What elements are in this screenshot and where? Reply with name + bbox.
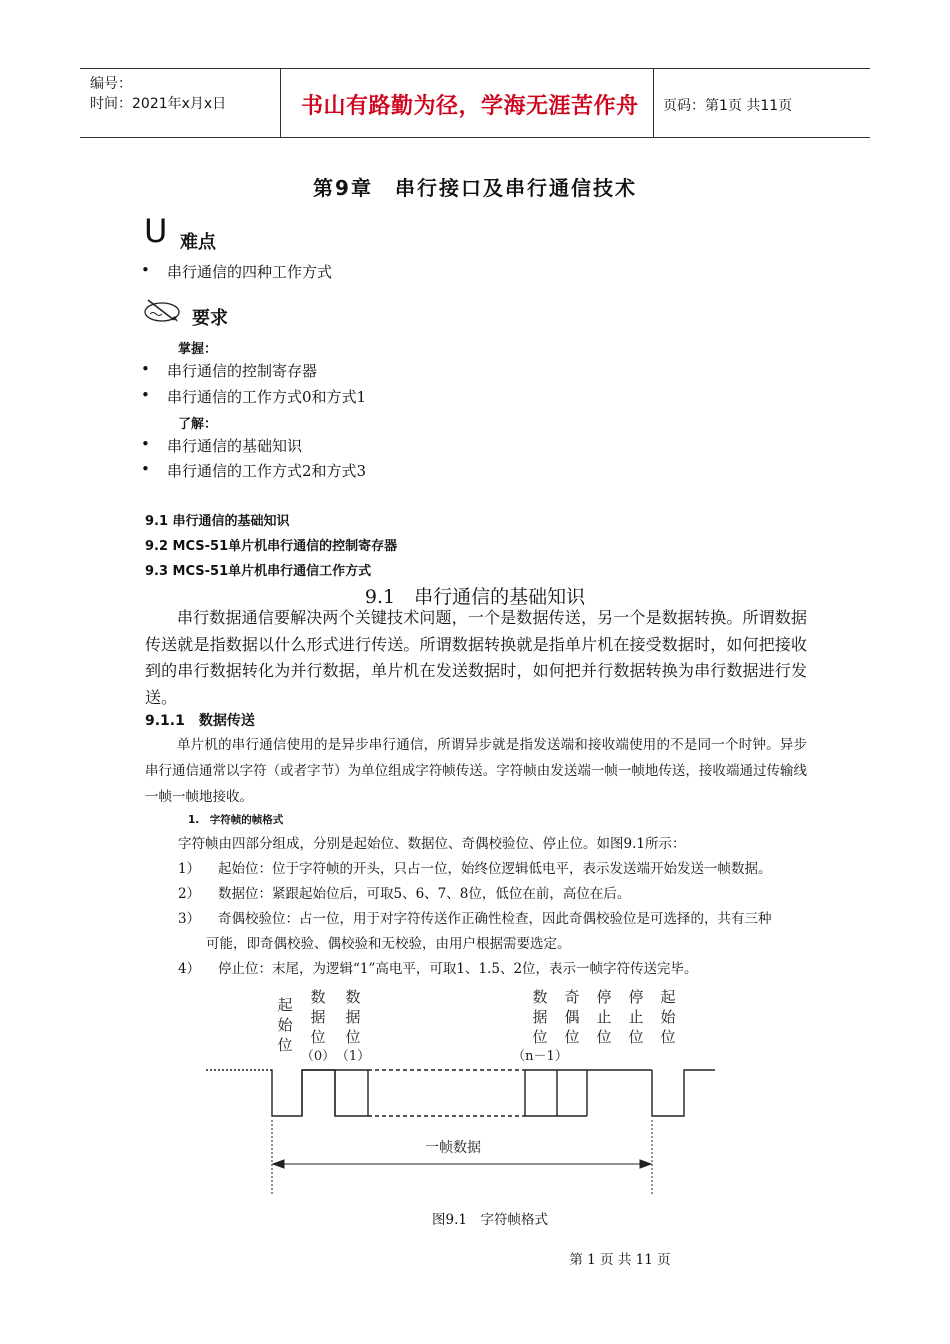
difficulty-icon: U — [144, 212, 168, 250]
section-title: 9.1 串行通信的基础知识 — [364, 586, 586, 608]
difficulty-heading: 难点 — [180, 232, 216, 253]
frame-extent — [272, 1120, 652, 1194]
label-data-bit-0 — [301, 988, 335, 1064]
motto: 书山有路勤为径，学海无涯苦作舟 — [301, 94, 639, 119]
svg-text:（1）: （1） — [335, 1049, 371, 1064]
svg-text:位: 位 — [564, 1028, 580, 1046]
frame-item-num: 1） — [178, 861, 201, 877]
svg-text:偶: 偶 — [564, 1008, 580, 1026]
time-label: 时间：2021年x月x日 — [90, 96, 227, 112]
page-header — [80, 68, 870, 138]
svg-text:据: 据 — [345, 1008, 361, 1026]
toc-item[interactable]: 9.1 串行通信的基础知识 — [145, 514, 290, 529]
label-parity-bit — [564, 988, 579, 1046]
understand-label: 了解： — [178, 417, 218, 432]
label-stop-bit-2 — [628, 988, 643, 1046]
svg-text:位: 位 — [310, 1028, 326, 1046]
frame-item-text: 奇偶校验位：占一位，用于对字符传送作正确性检查，因此奇偶校验位是可选择的，共有三种 — [218, 911, 772, 927]
section-intro: 串行数据通信要解决两个关键技术问题，一个是数据传送，另一个是数据转换。所谓数据传送就是指数据以什么形式进行传送。所谓数据转换就是指单片机在接受数据时，如何把接收到的串行数据转化为并行数据，单片机在发送数据时，如何把并行数据转换为串行数据进行发送。 — [145, 608, 807, 707]
pencil-writing-icon — [142, 296, 182, 324]
svg-text:位: 位 — [596, 1028, 612, 1046]
svg-text:位: 位 — [277, 1036, 293, 1054]
subsection-text: 单片机的串行通信使用的是异步串行通信，所谓异步就是指发送端和接收端使用的不是同一个时钟。异步串行通信通常以字符（或者字节）为单位组成字符帧传送。字符帧由发送端一帧一帧地传送，接收端通过传输线一帧一帧地接收。 — [145, 737, 807, 805]
master-label: 掌握： — [178, 342, 218, 357]
label-data-bit-1 — [336, 988, 370, 1064]
label-data-bit-n-1 — [512, 988, 568, 1064]
svg-text:位: 位 — [345, 1028, 361, 1046]
svg-text:奇: 奇 — [564, 988, 580, 1006]
frame-item-num: 4） — [178, 961, 201, 977]
svg-text:数: 数 — [532, 988, 548, 1006]
svg-text:始: 始 — [660, 1008, 676, 1026]
svg-text:据: 据 — [532, 1008, 548, 1026]
frame-label: 一帧数据 — [425, 1140, 481, 1156]
svg-text:位: 位 — [628, 1028, 644, 1046]
svg-text:数: 数 — [310, 988, 326, 1006]
page-info: 页码：第1页 共11页 — [663, 98, 793, 114]
frame-heading: 1. 字符帧的帧格式 — [188, 814, 284, 826]
svg-text:起: 起 — [660, 988, 676, 1006]
frame-item-text: 停止位：末尾，为逻辑“1”高电平，可取1、1.5、2位，表示一帧字符传送完毕。 — [218, 961, 698, 977]
page-footer: 第 1 页 共 11 页 — [569, 1252, 671, 1268]
svg-text:止: 止 — [628, 1008, 644, 1026]
frame-item-cont: 可能，即奇偶校验、偶校验和无校验，由用户根据需要选定。 — [206, 936, 571, 952]
frame-item-text: 起始位：位于字符帧的开头，只占一位，始终位逻辑低电平，表示发送端开始发送一帧数据。 — [218, 861, 772, 877]
waveform — [206, 1070, 715, 1116]
list-item: • 串行通信的控制寄存器 — [145, 360, 317, 381]
svg-text:位: 位 — [532, 1028, 548, 1046]
svg-text:起: 起 — [277, 996, 293, 1014]
frame-format-diagram — [200, 980, 730, 1202]
toc-item[interactable]: 9.2 MCS-51单片机串行通信的控制寄存器 — [145, 539, 398, 554]
svg-text:止: 止 — [596, 1008, 612, 1026]
frame-item-num: 2） — [178, 886, 201, 902]
label-next-start-bit — [660, 988, 676, 1046]
frame-item-text: 数据位：紧跟起始位后，可取5、6、7、8位，低位在前，高位在后。 — [218, 886, 631, 902]
svg-text:位: 位 — [660, 1028, 676, 1046]
svg-text:停: 停 — [596, 988, 612, 1006]
frame-item-num: 3） — [178, 911, 201, 927]
chapter-title: 第9章 串行接口及串行通信技术 — [313, 176, 637, 200]
toc-item[interactable]: 9.3 MCS-51单片机串行通信工作方式 — [145, 564, 372, 579]
figure-caption: 图9.1 字符帧格式 — [432, 1212, 548, 1228]
svg-text:始: 始 — [277, 1016, 293, 1034]
svg-text:（0）: （0） — [300, 1049, 336, 1064]
requirements-heading: 要求 — [192, 308, 228, 329]
subsection-title: 9.1.1 数据传送 — [145, 713, 255, 729]
list-item: • 串行通信的工作方式2和方式3 — [145, 460, 366, 481]
svg-text:数: 数 — [345, 988, 361, 1006]
header-page-cell — [653, 69, 870, 137]
list-item: • 串行通信的四种工作方式 — [145, 261, 332, 282]
header-motto-cell — [280, 69, 654, 137]
number-label: 编号： — [90, 76, 132, 92]
svg-text:据: 据 — [310, 1008, 326, 1026]
label-start-bit — [277, 996, 293, 1054]
svg-text:停: 停 — [628, 988, 644, 1006]
header-meta — [80, 69, 280, 137]
label-stop-bit-1 — [596, 988, 611, 1046]
list-item: • 串行通信的基础知识 — [145, 435, 302, 456]
svg-text:（n－1）: （n－1） — [512, 1049, 568, 1064]
list-item: • 串行通信的工作方式0和方式1 — [145, 386, 366, 407]
frame-intro: 字符帧由四部分组成，分别是起始位、数据位、奇偶校验位、停止位。如图9.1所示： — [178, 836, 686, 852]
